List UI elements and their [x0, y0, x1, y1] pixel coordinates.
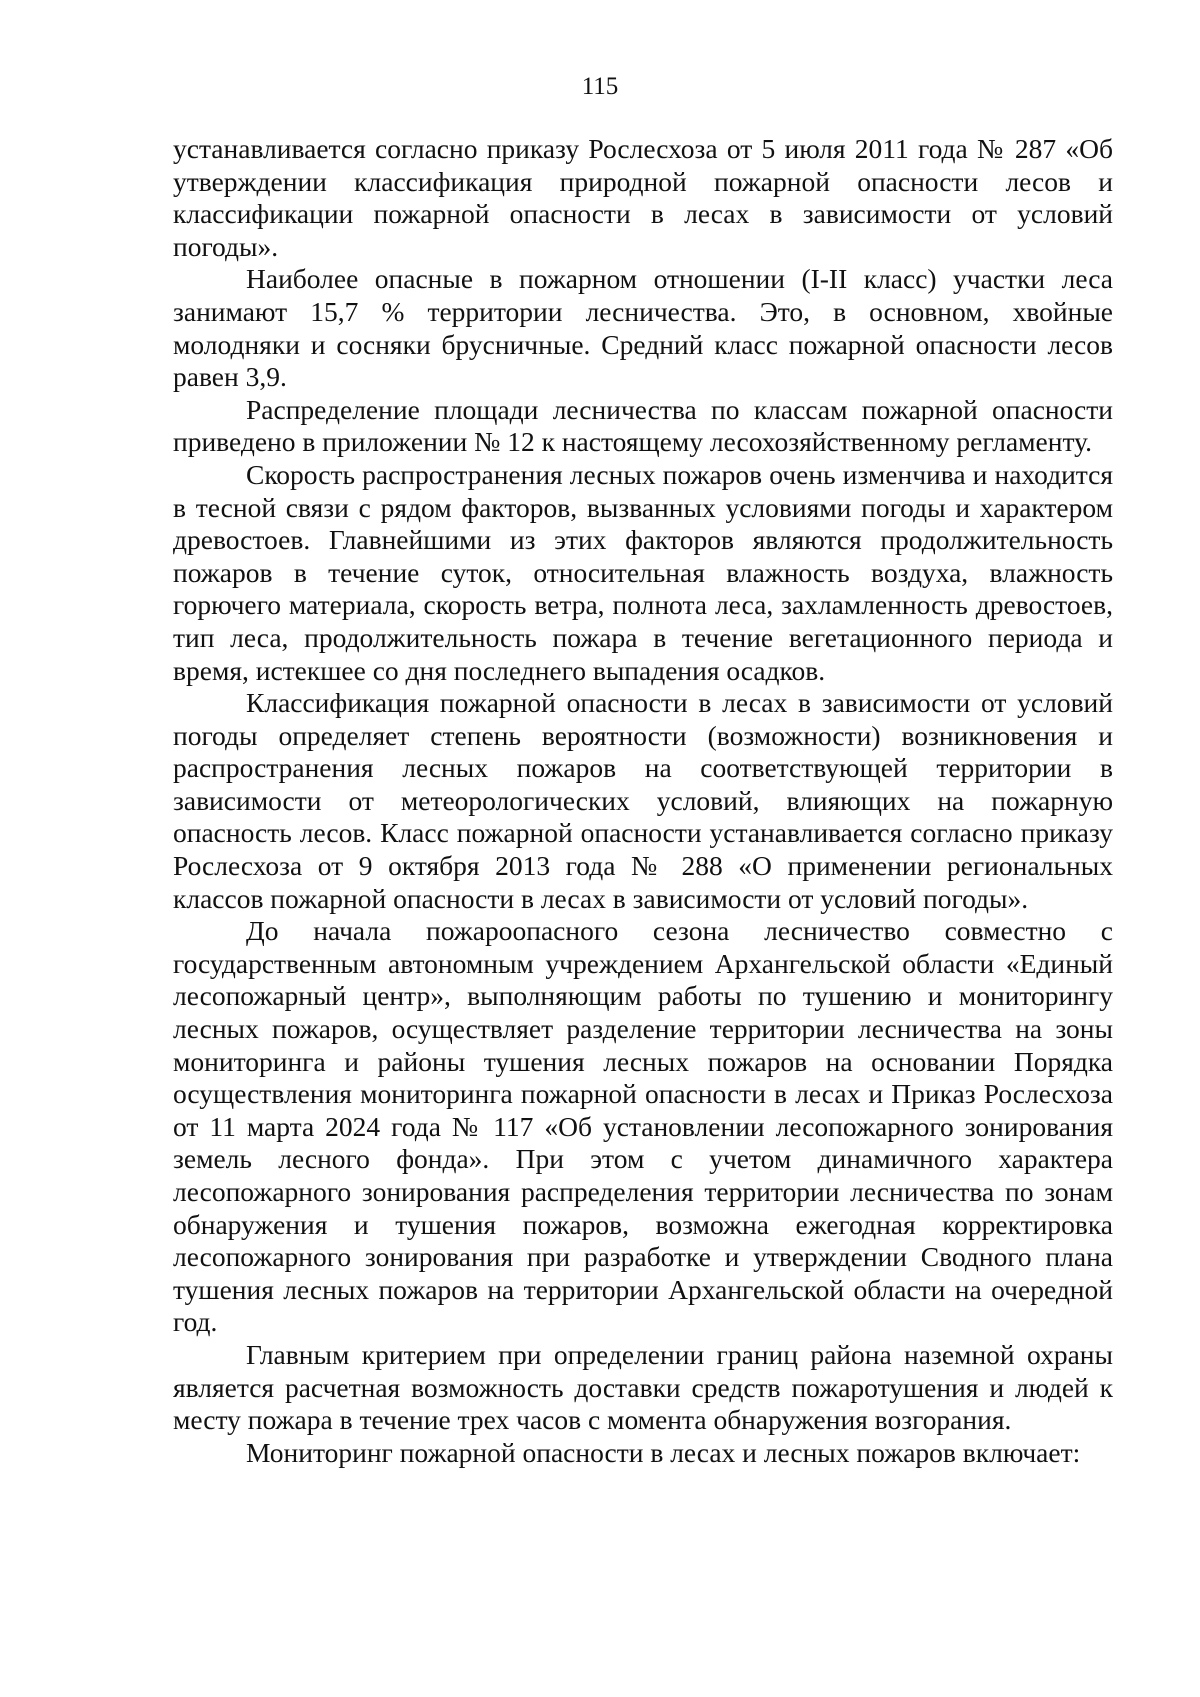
- paragraph-ground-protection-criterion: Главным критерием при определении границ района наземной охраны является расчетная возможность доставки средств пожаротушения и людей к месту пожара в течение трех часов с момента обнаружения возгорания.: [173, 1338, 1113, 1436]
- paragraph-weather-classification: Классификация пожарной опасности в лесах в зависимости от условий погоды определяет степень вероятности (возможности) возникновения и распространения лесных пожаров на соответствующей территории в зависимости от метеорологических условий, влияющих на пожарную опасность лесов. Класс пожарной опасности устанавливается согласно приказу Рослесхоза от 9 октября 2013 года № 288 «О применении региональных классов пожарной опасности в лесах в зависимости от условий погоды».: [173, 687, 1113, 914]
- text-body: [173, 133, 1113, 1469]
- paragraph-fire-spread-speed: Скорость распространения лесных пожаров очень изменчива и находится в тесной связи с рядом факторов, вызванных условиями погоды и характером древостоев. Главнейшими из этих факторов являются продолжительность пожаров в течение суток, относительная влажность воздуха, влажность горючего материала, скорость ветра, полнота леса, захламленность древостоев, тип леса, продолжительность пожара в течение вегетационного периода и время, истекшее со дня последнего выпадения осадков.: [173, 458, 1113, 686]
- paragraph-dangerous-areas: Наиболее опасные в пожарном отношении (I-II класс) участки леса занимают 15,7 % территории лесничества. Это, в основном, хвойные молодняки и сосняки брусничные. Средний класс пожарной опасности лесов равен 3,9.: [173, 263, 1113, 393]
- paragraph-monitoring-includes: Мониторинг пожарной опасности в лесах и лесных пожаров включает:: [246, 1436, 1081, 1468]
- paragraph-fire-zoning: До начала пожароопасного сезона лесничество совместно с государственным автономным учреждением Архангельской области «Единый лесопожарный центр», выполняющим работы по тушению и мониторингу лесных пожаров, осуществляет разделение территории лесничества на зоны мониторинга и районы тушения лесных пожаров на основании Порядка осуществления мониторинга пожарной опасности в лесах и Приказ Рослесхоза от 11 марта 2024 года № 117 «Об установлении лесопожарного зонирования земель лесного фонда». При этом с учетом динамичного характера лесопожарного зонирования распределения территории лесничества по зонам обнаружения и тушения пожаров, возможна ежегодная корректировка лесопожарного зонирования при разработке и утверждении Сводного плана тушения лесных пожаров на территории Архангельской области на очередной год.: [173, 915, 1113, 1338]
- paragraph-area-distribution: Распределение площади лесничества по классам пожарной опасности приведено в приложении № 12 к настоящему лесохозяйственному регламенту.: [173, 393, 1113, 458]
- page-number: 115: [581, 73, 619, 100]
- paragraph-continuation: устанавливается согласно приказу Рослесхоза от 5 июля 2011 года № 287 «Об утверждении классификация природной пожарной опасности лесов и классификации пожарной опасности в лесах в зависимости от условий погоды».: [173, 133, 1113, 262]
